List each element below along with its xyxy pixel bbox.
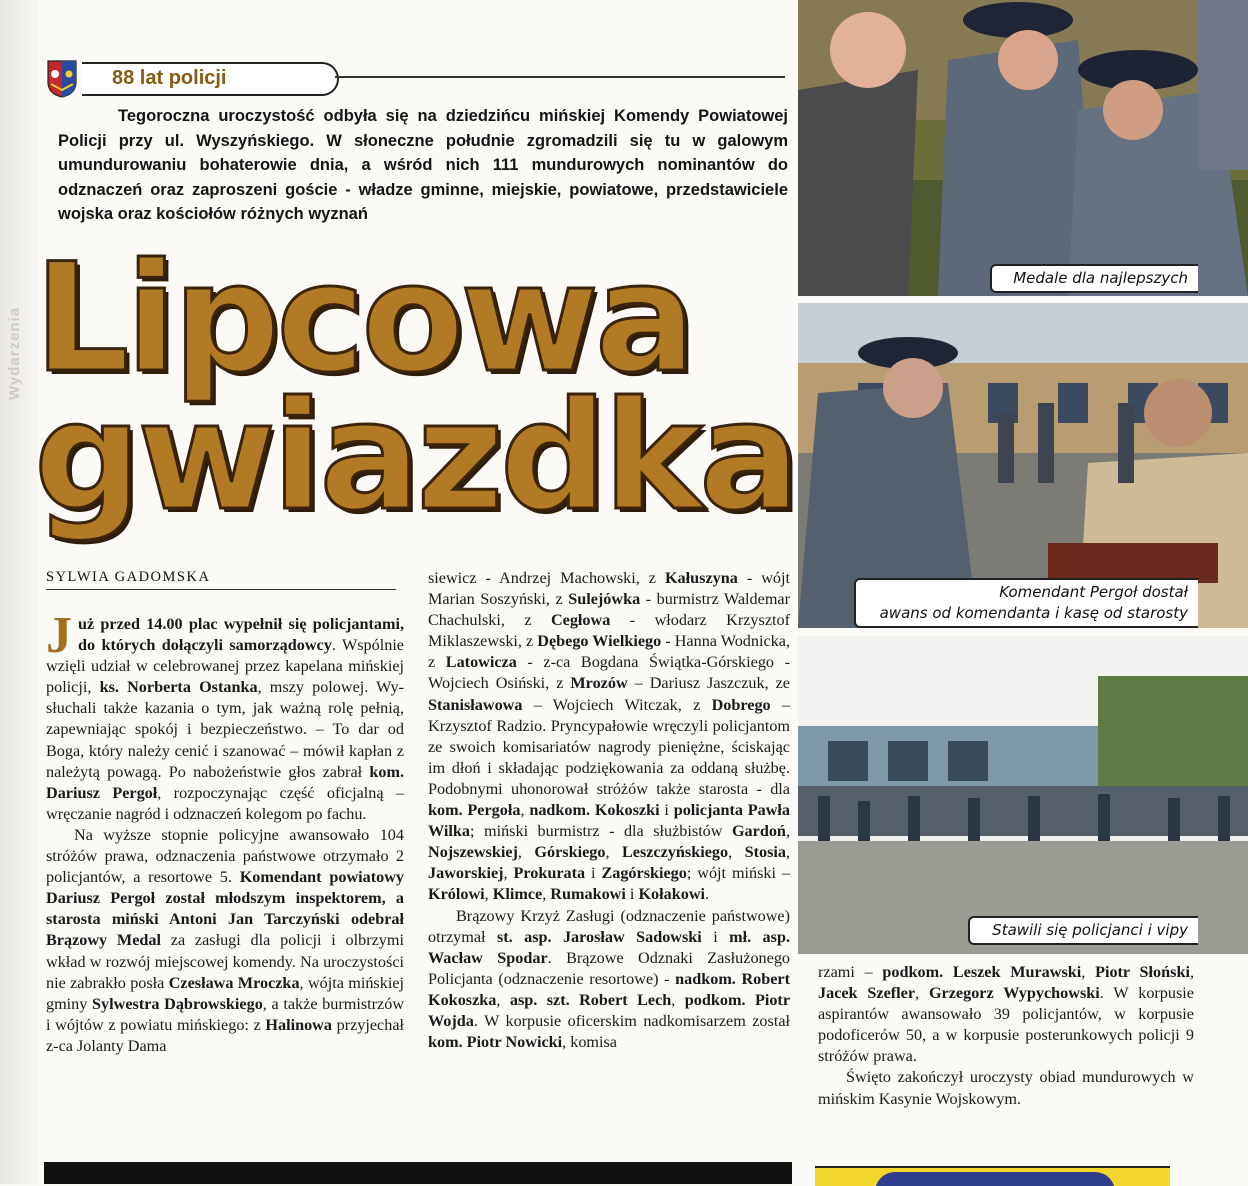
- column-3: rzami – podkom. Leszek Murawski, Piotr Słoński, Jacek Szefler, Grzegorz Wypychowski. W korpusie aspirantów awansowało 39 policjantów, w korpusie podoficerów 50, a w korpusie posterunkowych policji 9 stróżów prawa. Święto zakończył uroczysty obiad mundurowych w mińskim Kasynie Wojskowym.: [818, 963, 1194, 1108]
- section-rule: [335, 76, 785, 78]
- section-tag: [82, 62, 339, 96]
- title-line-1: Lipcowa: [34, 232, 693, 406]
- caption-1: Medale dla najlepszych: [990, 264, 1198, 293]
- caption-3: Stawili się policjanci i vipy: [968, 916, 1198, 945]
- lead-text: Tegoroczna uroczystość odbyła się na dziedzińcu mińskiej Komendy Powiatowej Policji przy ul. Wyszyńskiego. W słoneczne południe zgromadzili się tu w galowym umundurowaniu bohaterowie dnia, a wśród nich 111 mundurowych nominantów do odznaczeń oraz zaproszeni goście - władze gminne, miejskie, powiatowe, przedstawiciele wojska oraz kościołów różnych wyznań: [58, 107, 788, 223]
- crest-icon: [47, 60, 77, 98]
- lead-paragraph: [58, 104, 788, 227]
- caption-2-line-2: awans od komendanta i kasę od starosty: [879, 604, 1188, 622]
- byline-rule: [46, 589, 396, 590]
- column-1: Już przed 14.00 plac wypełnił się policjantami, do których dołączyli samorządowcy. Wspólnie wzięli udział w celebrowanej przez kapelana mińskiej policji, ks. Norberta Ostanka, mszy polowej. Wysłuchali także kazania o tym, jak ważną rolę pełnią, zapewniając spokój i bezpieczeństwo. – To dar od Boga, który należy cenić i szanować – mówił kapłan z należytą powagą. Po nabożeństwie głos zabrał kom. Dariusz Pergoł, rozpoczynając część oficjalną – wręczanie nagród i odznaczeń kolegom po fachu. Na wyższe stopnie policyjne awansowało 104 stróżów prawa, odznaczenia państwowe otrzymało 2 policjantów, a resortowe 5. Komendant powiatowy Dariusz Pergoł został młodszym inspektorem, a starosta miński Antoni Jan Tarczyński odebrał Brązowy Medal za zasługi dla policji i olbrzymi wkład w rozwój miejscowej komendy. Na uroczystości nie zabrakło posła Czesława Mroczka, wójta mińskiej gminy Sylwestra Dąbrowskiego, a także burmistrzów i wójtów z powiatu mińskiego: z Halinowa przyjechał z-ca Jolanty Dama: [46, 607, 405, 1055]
- next-article-banner: [44, 1162, 792, 1184]
- edge-running-text: Wydarzenia: [6, 306, 23, 400]
- photo-medals: [798, 0, 1248, 296]
- caption-2: [854, 578, 1198, 628]
- column-2: siewicz - Andrzej Machowski, z Kałuszyna - wójt Marian Soszyński, z Sulejówka - burmistrz Waldemar Chachulski, z Cegłowa - włodarz Krzysztof Miklaszewski, z Dębego Wielkiego - Hanna Wodnicka, z Latowicza - z-ca Bogdana Świątka-Górskiego - Wojciech Osiński, z Mrozów – Dariusz Jaszczuk, ze Stanisławowa – Wojciech Witczak, z Dobrego – Krzysztof Radzio. Pryncypałowie wręczyli policjantom ze swoich komisariatów nagrody pieniężne, ściskając im dłoń i składając podziękowania za oddaną służbę. Podobnymi uhonorował stróżów także starosta - dla kom. Pergoła, nadkom. Kokoszki i policjanta Pawła Wilka; miński burmistrz - dla służbistów Gardoń, Nojszewskiej, Górskiego, Leszczyńskiego, Stosia, Jaworskiej, Prokurata i Zagórskiego; wójt miński – Królowi, Klimce, Rumakowi i Kołakowi. Brązowy Krzyż Zasługi (odznaczenie państwowe) otrzymał st. asp. Jarosław Sadowski i mł. asp. Wacław Spodar. Brązowe Odznaki Zasłużonego Policjanta (odznaczenie resortowe) - nadkom. Robert Kokoszka, asp. szt. Robert Lech, podkom. Piotr Wojda. W korpusie oficerskim nadkomisarzem został kom. Piotr Nowicki, komisa: [428, 569, 791, 1052]
- article-title: [34, 232, 804, 544]
- title-line-2: gwiazdka: [34, 370, 797, 544]
- advert-banner: [815, 1166, 1170, 1186]
- caption-2-line-1: Komendant Pergoł dostał: [999, 583, 1188, 601]
- author-byline: SYLWIA GADOMSKA: [46, 569, 211, 585]
- section-label: 88 lat policji: [112, 67, 227, 89]
- photo-ceremony: [798, 636, 1248, 954]
